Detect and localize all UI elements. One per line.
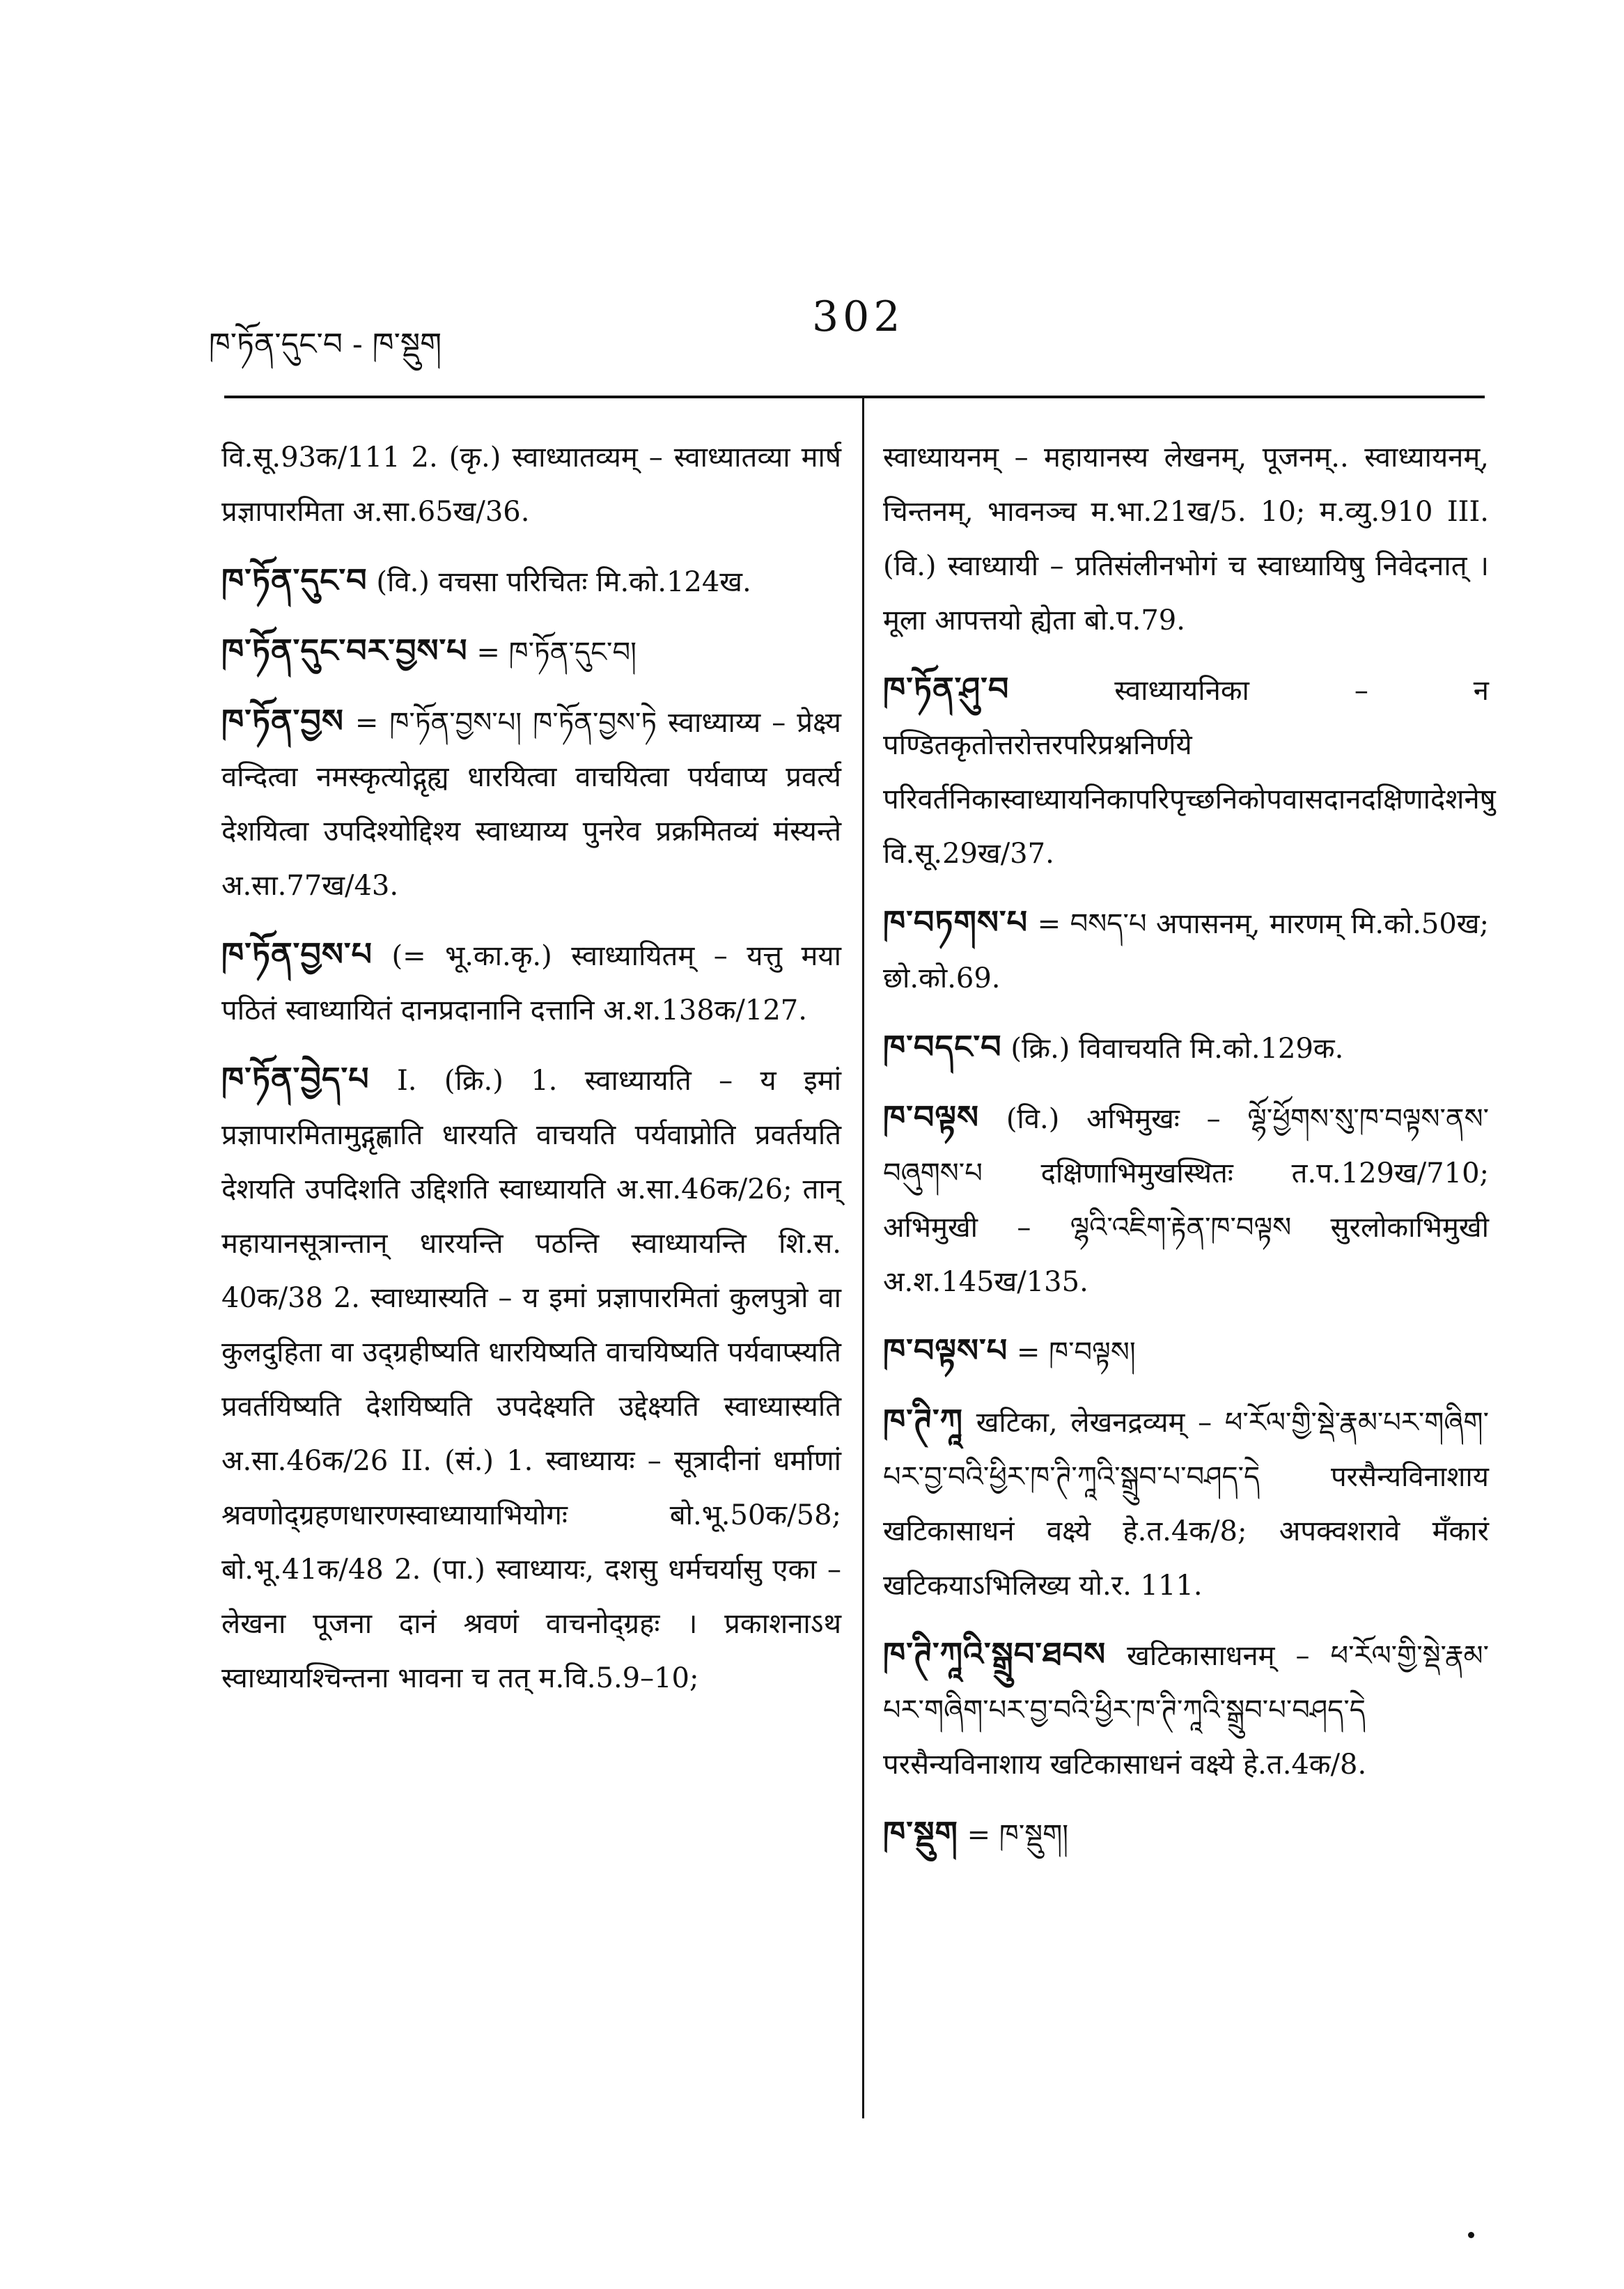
entry-grammar: =	[967, 1819, 991, 1851]
dictionary-entry	[221, 694, 841, 913]
dictionary-entry	[883, 1323, 1489, 1380]
entry-body: བསད་པ अपासनम्, मारणम् मि.को.50ख; छो.को.69.	[883, 908, 1490, 994]
entry-grammar: =	[1037, 908, 1061, 940]
entry-headword: ཁ་བདང་བ	[883, 1028, 1002, 1065]
entry-body: स्वाध्यायनिका – न पण्डितकृतोत्तरोत्तरपरिप्रश्ननिर्णये परिवर्तनिकास्वाध्यायनिकापरिपृच्छनिकोपवासदानदक्षिणादेशनेषु वि.सू.29ख/37.	[883, 675, 1496, 870]
dictionary-entry	[221, 1052, 841, 1705]
entry-headword: ཁ་བཏགས་པ	[883, 903, 1029, 941]
left-column	[221, 430, 841, 1719]
header-rule	[224, 396, 1485, 398]
entry-body: 1. स्वाध्यायति – य इमां प्रज्ञापारमितामुद्गृह्णाति धारयति वाचयति पर्यवाप्नोति प्रवर्तयति देशयति उपदिशति उद्दिशति स्वाध्यायति अ.सा.46क/26; तान् महायानसूत्रान्तान् धारयन्ति पठन्ति स्वाध्यायन्ति शि.स. 40क/38 2. स्वाध्यास्यति – य इमां प्रज्ञापारमितां कुलपुत्रो वा कुलदुहिता वा उद्ग्रहीष्यति धारयिष्यति वाचयिष्यति पर्यवाप्स्यति प्रवर्तयिष्यति देशयिष्यति उपदेक्ष्यति उद्देक्ष्यति स्वाध्यास्यति अ.सा.46क/26 II. (सं.) 1. स्वाध्यायः – सूत्रादीनां धर्माणां श्रवणोद्ग्रहणधारणस्वाध्यायाभियोगः बो.भू.50क/58; बो.भू.41क/48 2. (पा.) स्वाध्यायः, दशसु धर्मचर्यासु एका – लेखना पूजना दानं श्रवणं वाचनोद्ग्रहः । प्रकाशनाऽथ स्वाध्यायश्चिन्तना भावना च तत् म.वि.5.9–10;	[221, 1065, 842, 1694]
entry-body: विवाचयति मि.को.129क.	[1079, 1033, 1344, 1065]
entry-headword: ཁ་ཏོན་དུང་བར་བྱས་པ	[221, 632, 468, 669]
entry-grammar: (वि.)	[1006, 1103, 1060, 1135]
page-header	[209, 292, 1449, 369]
dictionary-entry	[221, 553, 841, 609]
entry-grammar: =	[354, 707, 379, 739]
dictionary-entry	[883, 1090, 1489, 1309]
entry-grammar: =	[1016, 1336, 1040, 1368]
dictionary-entry	[883, 1393, 1489, 1613]
dictionary-entry	[883, 1806, 1489, 1862]
entry-body: ཁ་ཏོན་དུང་བ།	[508, 636, 637, 669]
dictionary-entry	[883, 895, 1489, 1006]
entry-headword: ཁ་ཊི་ཀཱའི་སྒྲུབ་ཐབས	[883, 1635, 1107, 1673]
page-mark	[1468, 2232, 1474, 2238]
continuation-body: स्वाध्यायनम् – महायानस्य लेखनम्, पूजनम्.. स्वाध्यायनम्, चिन्तनम्, भावनञ्च म.भा.21ख/5. 10; म.व्यु.910 III. (वि.) स्वाध्यायी – प्रतिसंलीनभोगं च स्वाध्यायिषु निवेदनात् । मूला आपत्तयो ह्येता बो.प.79.	[883, 442, 1489, 636]
entry-grammar: =	[476, 636, 500, 669]
column-divider	[862, 398, 864, 2118]
entry-body: खटिकासाधनम् – ཕ་རོལ་གྱི་སྡེ་རྣམ་པར་གཞིག་པར་བྱ་བའི་ཕྱིར་ཁ་ཊི་ཀཱའི་སྒྲུབ་པ་བཤད་དེ परसैन्यविनाशाय खटिकासाधनं वक्ष्ये हे.त.4क/8.	[883, 1640, 1490, 1781]
running-head: ཁ་ཏོན་དུང་བ - ཁ་སྡུག	[209, 327, 442, 362]
entry-headword: ཁ་ཏོན་བྱེད་པ	[221, 1060, 370, 1097]
dictionary-entry	[221, 623, 841, 680]
entry-headword: ཁ་ཏོན་བྱས་པ	[221, 935, 373, 973]
entry-headword: ཁ་སྡུག	[883, 1814, 958, 1852]
page-number: 302	[812, 292, 905, 341]
entry-grammar: I. (क्रि.)	[396, 1065, 503, 1097]
dictionary-entry	[883, 662, 1496, 881]
continuation-body: वि.सू.93क/111 2. (कृ.) स्वाध्यातव्यम् – स्वाध्यातव्या मार्ष प्रज्ञापारमिता अ.सा.65ख/36.	[221, 442, 841, 528]
entry-body: वचसा परिचितः मि.को.124ख.	[438, 566, 751, 598]
dictionary-entry	[883, 1019, 1489, 1076]
entry-headword: ཁ་ཊི་ཀཱ	[883, 1402, 964, 1439]
entry-headword: ཁ་ཏོན་བྱས	[221, 702, 344, 740]
right-column	[883, 430, 1496, 1876]
entry-body: ཁ་བལྟས།	[1049, 1336, 1136, 1368]
entry-headword: ཁ་བལྟས	[883, 1098, 980, 1136]
entry-headword: ཁ་བལྟས་པ	[883, 1331, 1008, 1369]
entry-grammar: (वि.)	[376, 566, 430, 598]
entry-body: अभिमुखः – ལྷོ་ཕྱོགས་སུ་ཁ་བལྟས་ནས་བཞུགས་པ दक्षिणाभिमुखस्थितः त.प.129ख/710; अभिमुखी – ལྷའི་འཇིག་རྟེན་ཁ་བལྟས सुरलोकाभिमुखी अ.श.145ख/135.	[883, 1103, 1489, 1298]
dictionary-entry	[883, 1627, 1489, 1792]
continuation-text	[883, 430, 1489, 648]
dictionary-entry	[221, 927, 841, 1038]
entry-body: ཁ་སྡུག།	[999, 1819, 1069, 1851]
entry-grammar: (क्रि.)	[1010, 1033, 1070, 1065]
entry-body: स्वाध्यायितम् – यत्तु मया पठितं स्वाध्यायितं दानप्रदानानि दत्तानि अ.श.138क/127.	[221, 940, 841, 1026]
entry-headword: ཁ་ཏོན་དུང་བ	[221, 561, 368, 599]
entry-body: ཁ་ཏོན་བྱས་པ། ཁ་ཏོན་བྱས་ཏེ स्वाध्याय्य – प्रेक्ष्य वन्दित्वा नमस्कृत्योद्गृह्य धारयित्वा वाचयित्वा पर्यवाप्य प्रवर्त्य देशयित्वा उपदिश्योद्दिश्य स्वाध्याय्य पुनरेव प्रक्रमितव्यं मंस्यन्ते अ.सा.77ख/43.	[221, 707, 842, 902]
entry-headword: ཁ་ཏོན་ཤུ་བ	[883, 670, 1010, 708]
continuation-text	[221, 430, 841, 539]
entry-body: खटिका, लेखनद्रव्यम् – ཕ་རོལ་གྱི་སྡེ་རྣམ་པར་གཞིག་པར་བྱ་བའི་ཕྱིར་ཁ་ཊི་ཀཱའི་སྒྲུབ་པ་བཤད་དེ परसैन्यविनाशाय खटिकासाधनं वक्ष्ये हे.त.4क/8; अपक्वशरावे मँकारं खटिकयाऽभिलिख्य यो.र. 111.	[883, 1407, 1489, 1602]
entry-grammar: (= भू.का.कृ.)	[391, 940, 552, 972]
